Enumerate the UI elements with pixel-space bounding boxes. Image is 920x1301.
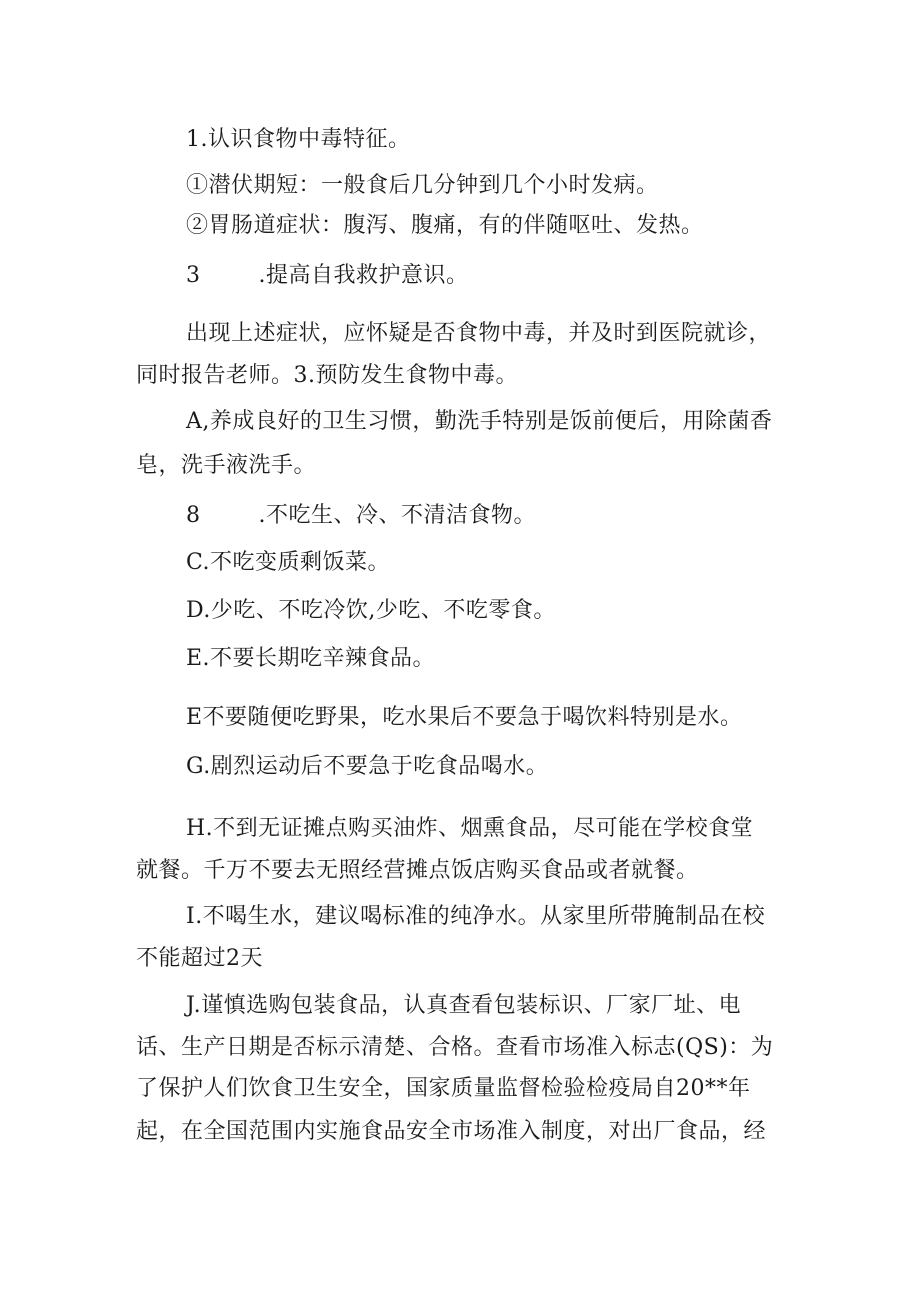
paragraph-line: 就餐。千万不要去无照经营摊点饭店购买食品或者就餐。 (136, 858, 699, 883)
paragraph-line: 不能超过2天 (136, 946, 263, 971)
list-item-a: A,养成良好的卫生习惯，勤洗手特别是饭前便后，用除菌香 (186, 409, 773, 434)
paragraph-line: 出现上述症状，应怀疑是否食物中毒，并及时到医院就诊， (186, 321, 772, 346)
paragraph-line: 起，在全国范围内实施食品安全市场准入制度，对出厂食品，经 (136, 1119, 767, 1144)
paragraph-line: ②胃肠道症状：腹泻、腹痛，有的伴随呕吐、发热。 (186, 213, 704, 238)
paragraph-line: ①潜伏期短：一般食后几分钟到几个小时发病。 (186, 173, 659, 198)
paragraph-line: 了保护人们饮食卫生安全，国家质量监督检验检疫局自20**年 (136, 1076, 751, 1101)
list-item-h: H.不到无证摊点购买油炸、烟熏食品，尽可能在学校食堂 (186, 816, 754, 841)
heading-text: .提高自我救护意识。 (258, 263, 469, 288)
list-item-d: D.少吃、不吃冷饮,少吃、不吃零食。 (186, 598, 556, 623)
list-item-b (186, 505, 536, 527)
section-heading-1: 1.认识食物中毒特征。 (186, 127, 411, 152)
list-item-e: E.不要长期吃辛辣食品。 (186, 646, 436, 671)
item-text: .不吃生、冷、不清洁食物。 (258, 503, 536, 528)
list-number: 3 (186, 263, 201, 288)
list-item-j: J.谨慎选购包装食品，认真查看包装标识、厂家厂址、电 (186, 993, 742, 1018)
list-item-i: I.不喝生水，建议喝标准的纯净水。从家里所带腌制品在校 (186, 904, 766, 929)
paragraph-line: 皂，洗手液洗手。 (136, 453, 317, 478)
paragraph-line: 话、生产日期是否标示清楚、合格。查看市场准入标志(QS)：为 (136, 1035, 774, 1060)
list-item-f: E不要随便吃野果，吃水果后不要急于喝饮料特别是水。 (186, 705, 743, 730)
paragraph-line: 同时报告老师。3.预防发生食物中毒。 (136, 363, 518, 388)
list-item-g: G.剧烈运动后不要急于吃食品喝水。 (186, 754, 549, 779)
section-heading-3 (186, 265, 469, 287)
list-item-c: C.不吃变质剩饭菜。 (186, 550, 391, 575)
list-number: 8 (186, 503, 201, 528)
